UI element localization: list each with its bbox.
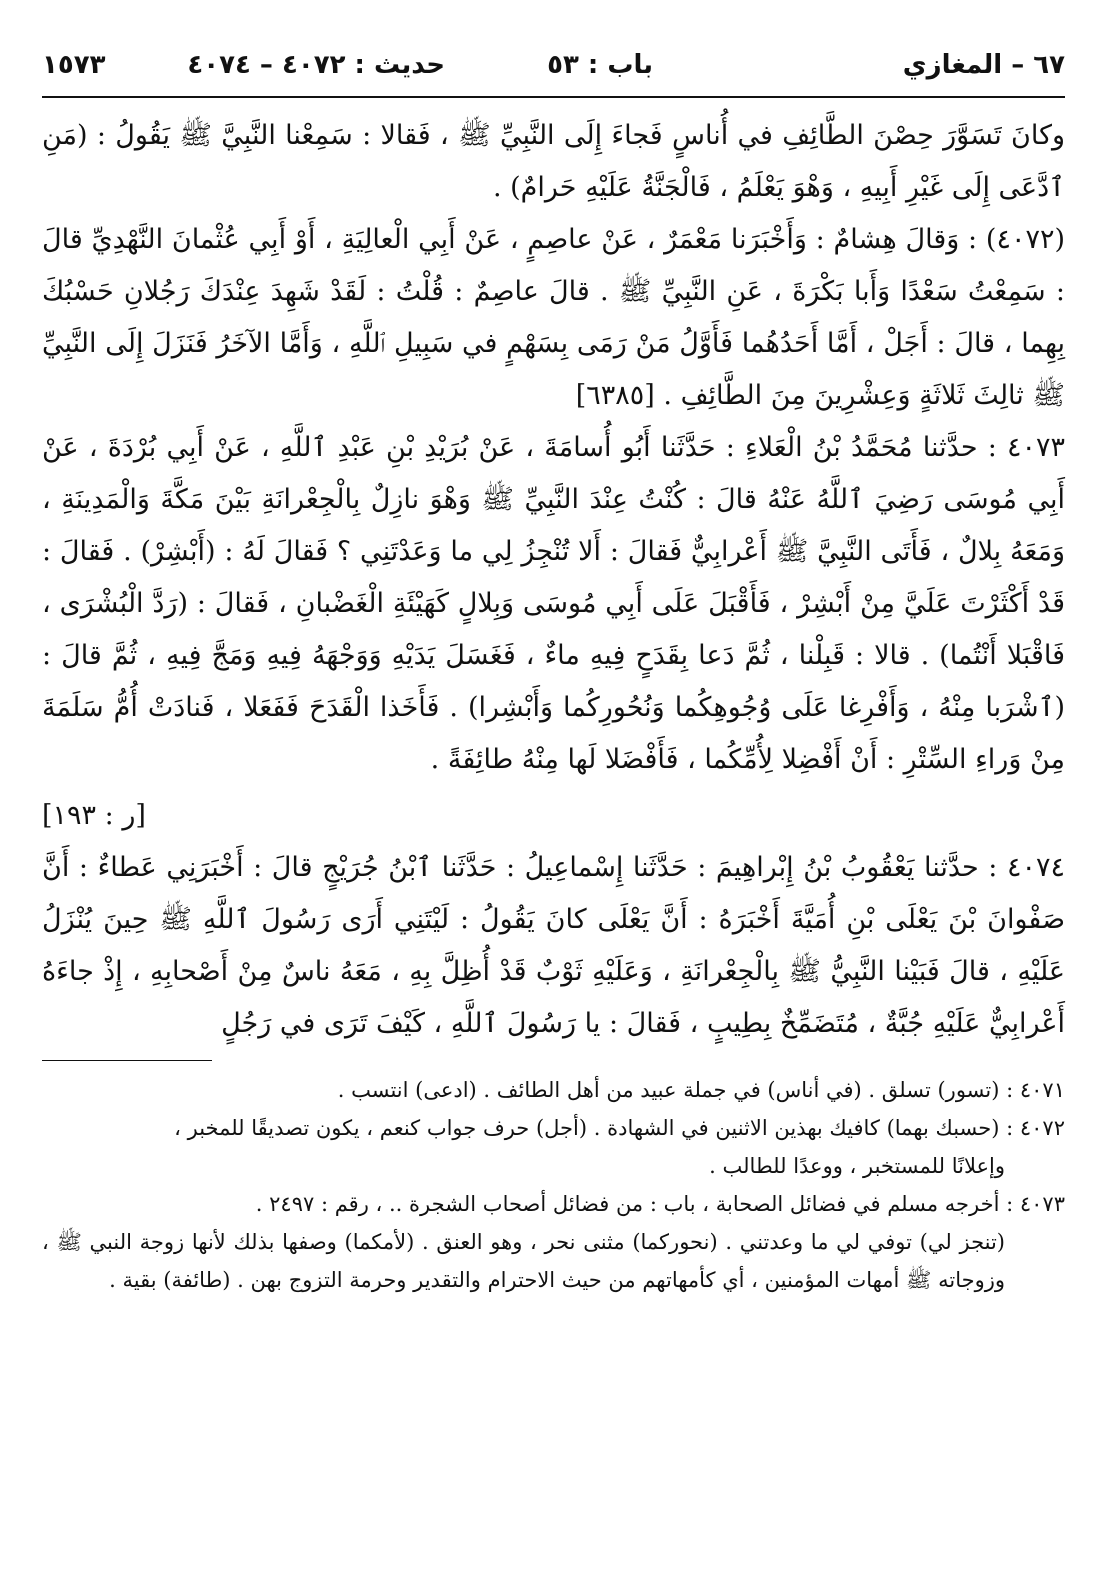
- footnote-separator: [42, 1060, 212, 1061]
- footnotes: [42, 1071, 1065, 1299]
- main-text: [42, 110, 1065, 1050]
- footnote-4073-continued: (تنجز لي) توفي لي ما وعدتني . (نحوركما) مثنى نحر ، وهو العنق . (لأمكما) وصفها بذلك لأنها زوجة النبي ﷺ ، وزوجاته ﷺ أمهات المؤمنين ، أي كأمهاتهم من حيث الاحترام والتقدير وحرمة التزوج بهن . (طائفة) بقية .: [42, 1230, 1005, 1292]
- footnote-4072: ٤٠٧٢ : (حسبك بهما) كافيك بهذين الاثنين في الشهادة . (أجل) حرف جواب كنعم ، يكون تصديقًا للمخبر ،: [174, 1116, 1065, 1140]
- paragraph-4074: ٤٠٧٤ : حدَّثنا يَعْقُوبُ بْنُ إِبْراهِيمَ : حَدَّثَنا إِسْماعِيلُ : حَدَّثَنا ٱبْنُ جُرَيْجٍ قالَ : أَخْبَرَنِي عَطاءٌ : أَنَّ صَفْوانَ بْنَ يَعْلَى بْنِ أُمَيَّةَ أَخْبَرَهُ : أَنَّ يَعْلَى كانَ يَقُولُ : لَيْتَنِي أَرَى رَسُولَ ٱللَّهِ ﷺ حِينَ يُنْزَلُ عَلَيْهِ ، قالَ فَبَيْنا النَّبِيُّ ﷺ بِالْجِعْرانَةِ ، وَعَلَيْهِ ثَوْبٌ قَدْ أُظِلَّ بِهِ ، مَعَهُ ناسٌ مِنْ أَصْحابِهِ ، إِذْ جاءَهُ أَعْرابِيٌّ عَلَيْهِ جُبَّةٌ ، مُتَضَمِّخٌ بِطِيبٍ ، فَقالَ : يا رَسُولَ ٱللَّهِ ، كَيْفَ تَرَى في رَجُلٍ: [42, 852, 1065, 1039]
- footnote-4073: ٤٠٧٣ : أخرجه مسلم في فضائل الصحابة ، باب : من فضائل أصحاب الشجرة .. ، رقم : ٢٤٩٧ .: [255, 1192, 1065, 1216]
- bab-number: باب : ٥٣: [547, 50, 653, 80]
- paragraph-4072: (٤٠٧٢) : وَقالَ هِشامٌ : وَأَخْبَرَنا مَعْمَرٌ ، عَنْ عاصِمٍ ، عَنْ أَبِي الْعالِيَةِ ، أَوْ أَبِي عُثْمانَ النَّهْدِيِّ قالَ : سَمِعْتُ سَعْدًا وَأَبا بَكْرَةَ ، عَنِ النَّبِيِّ ﷺ . قالَ عاصِمٌ : قُلْتُ : لَقَدْ شَهِدَ عِنْدَكَ رَجُلانِ حَسْبُكَ بِهِما ، قالَ : أَجَلْ ، أَمَّا أَحَدُهُما فَأَوَّلُ مَنْ رَمَى بِسَهْمٍ في سَبِيلِ ٱللَّهِ ، وَأَمَّا الآخَرُ فَنَزَلَ إِلَى النَّبِيِّ ﷺ ثالِثَ ثَلاثَةٍ وَعِشْرِينَ مِنَ الطَّائِفِ . [٦٣٨٥]: [42, 224, 1065, 411]
- page-number: ١٥٧٣: [42, 50, 106, 80]
- hadith-range: حديث : ٤٠٧٢ – ٤٠٧٤: [187, 50, 445, 80]
- book-chapter-title: ٦٧ – المغازي: [902, 50, 1065, 80]
- cross-reference: [ر : ١٩٣]: [42, 800, 146, 831]
- footnote-4072-continued: وإعلانًا للمستخبر ، ووعدًا للطالب .: [709, 1154, 1005, 1178]
- paragraph-4073: ٤٠٧٣ : حدَّثنا مُحَمَّدُ بْنُ الْعَلاءِ : حَدَّثَنا أَبُو أُسامَةَ ، عَنْ بُرَيْدِ بْنِ عَبْدِ ٱللَّهِ ، عَنْ أَبِي بُرْدَةَ ، عَنْ أَبِي مُوسَى رَضِيَ ٱللَّهُ عَنْهُ قالَ : كُنْتُ عِنْدَ النَّبِيِّ ﷺ وَهْوَ نازِلٌ بِالْجِعْرانَةِ بَيْنَ مَكَّةَ وَالْمَدِينَةِ ، وَمَعَهُ بِلالٌ ، فَأَتَى النَّبِيَّ ﷺ أَعْرابِيٌّ فَقالَ : أَلا تُنْجِزُ لِي ما وَعَدْتَنِي ؟ فَقالَ لَهُ : (أَبْشِرْ) . فَقالَ : قَدْ أَكْثَرْتَ عَلَيَّ مِنْ أَبْشِرْ ، فَأَقْبَلَ عَلَى أَبِي مُوسَى وَبِلالٍ كَهَيْئَةِ الْغَضْبانِ ، فَقالَ : (رَدَّ الْبُشْرَى ، فَاقْبَلا أَنْتُما) . قالا : قَبِلْنا ، ثُمَّ دَعا بِقَدَحٍ فِيهِ ماءٌ ، فَغَسَلَ يَدَيْهِ وَوَجْهَهُ فِيهِ وَمَجَّ فِيهِ ، ثُمَّ قالَ : (ٱشْرَبا مِنْهُ ، وَأَفْرِغا عَلَى وُجُوهِكُما وَنُحُورِكُما وَأَبْشِرا) . فَأَخَذا الْقَدَحَ فَفَعَلا ، فَنادَتْ أُمُّ سَلَمَةَ مِنْ وَراءِ السِّتْرِ : أَنْ أَفْضِلا لِأُمِّكُما ، فَأَفْضَلا لَها مِنْهُ طائِفَةً .: [42, 432, 1065, 775]
- paragraph-4071-continued: وكانَ تَسَوَّرَ حِصْنَ الطَّائِفِ في أُناسٍ فَجاءَ إِلَى النَّبِيِّ ﷺ ، فَقالا : سَمِعْنا النَّبِيَّ ﷺ يَقُولُ : (مَنِ ٱدَّعَى إِلَى غَيْرِ أَبِيهِ ، وَهْوَ يَعْلَمُ ، فَالْجَنَّةُ عَلَيْهِ حَرامٌ) .: [42, 120, 1065, 203]
- footnote-4071: ٤٠٧١ : (تسور) تسلق . (في أناس) في جملة عبيد من أهل الطائف . (ادعى) انتسب .: [337, 1078, 1065, 1102]
- page-header: [42, 44, 1065, 98]
